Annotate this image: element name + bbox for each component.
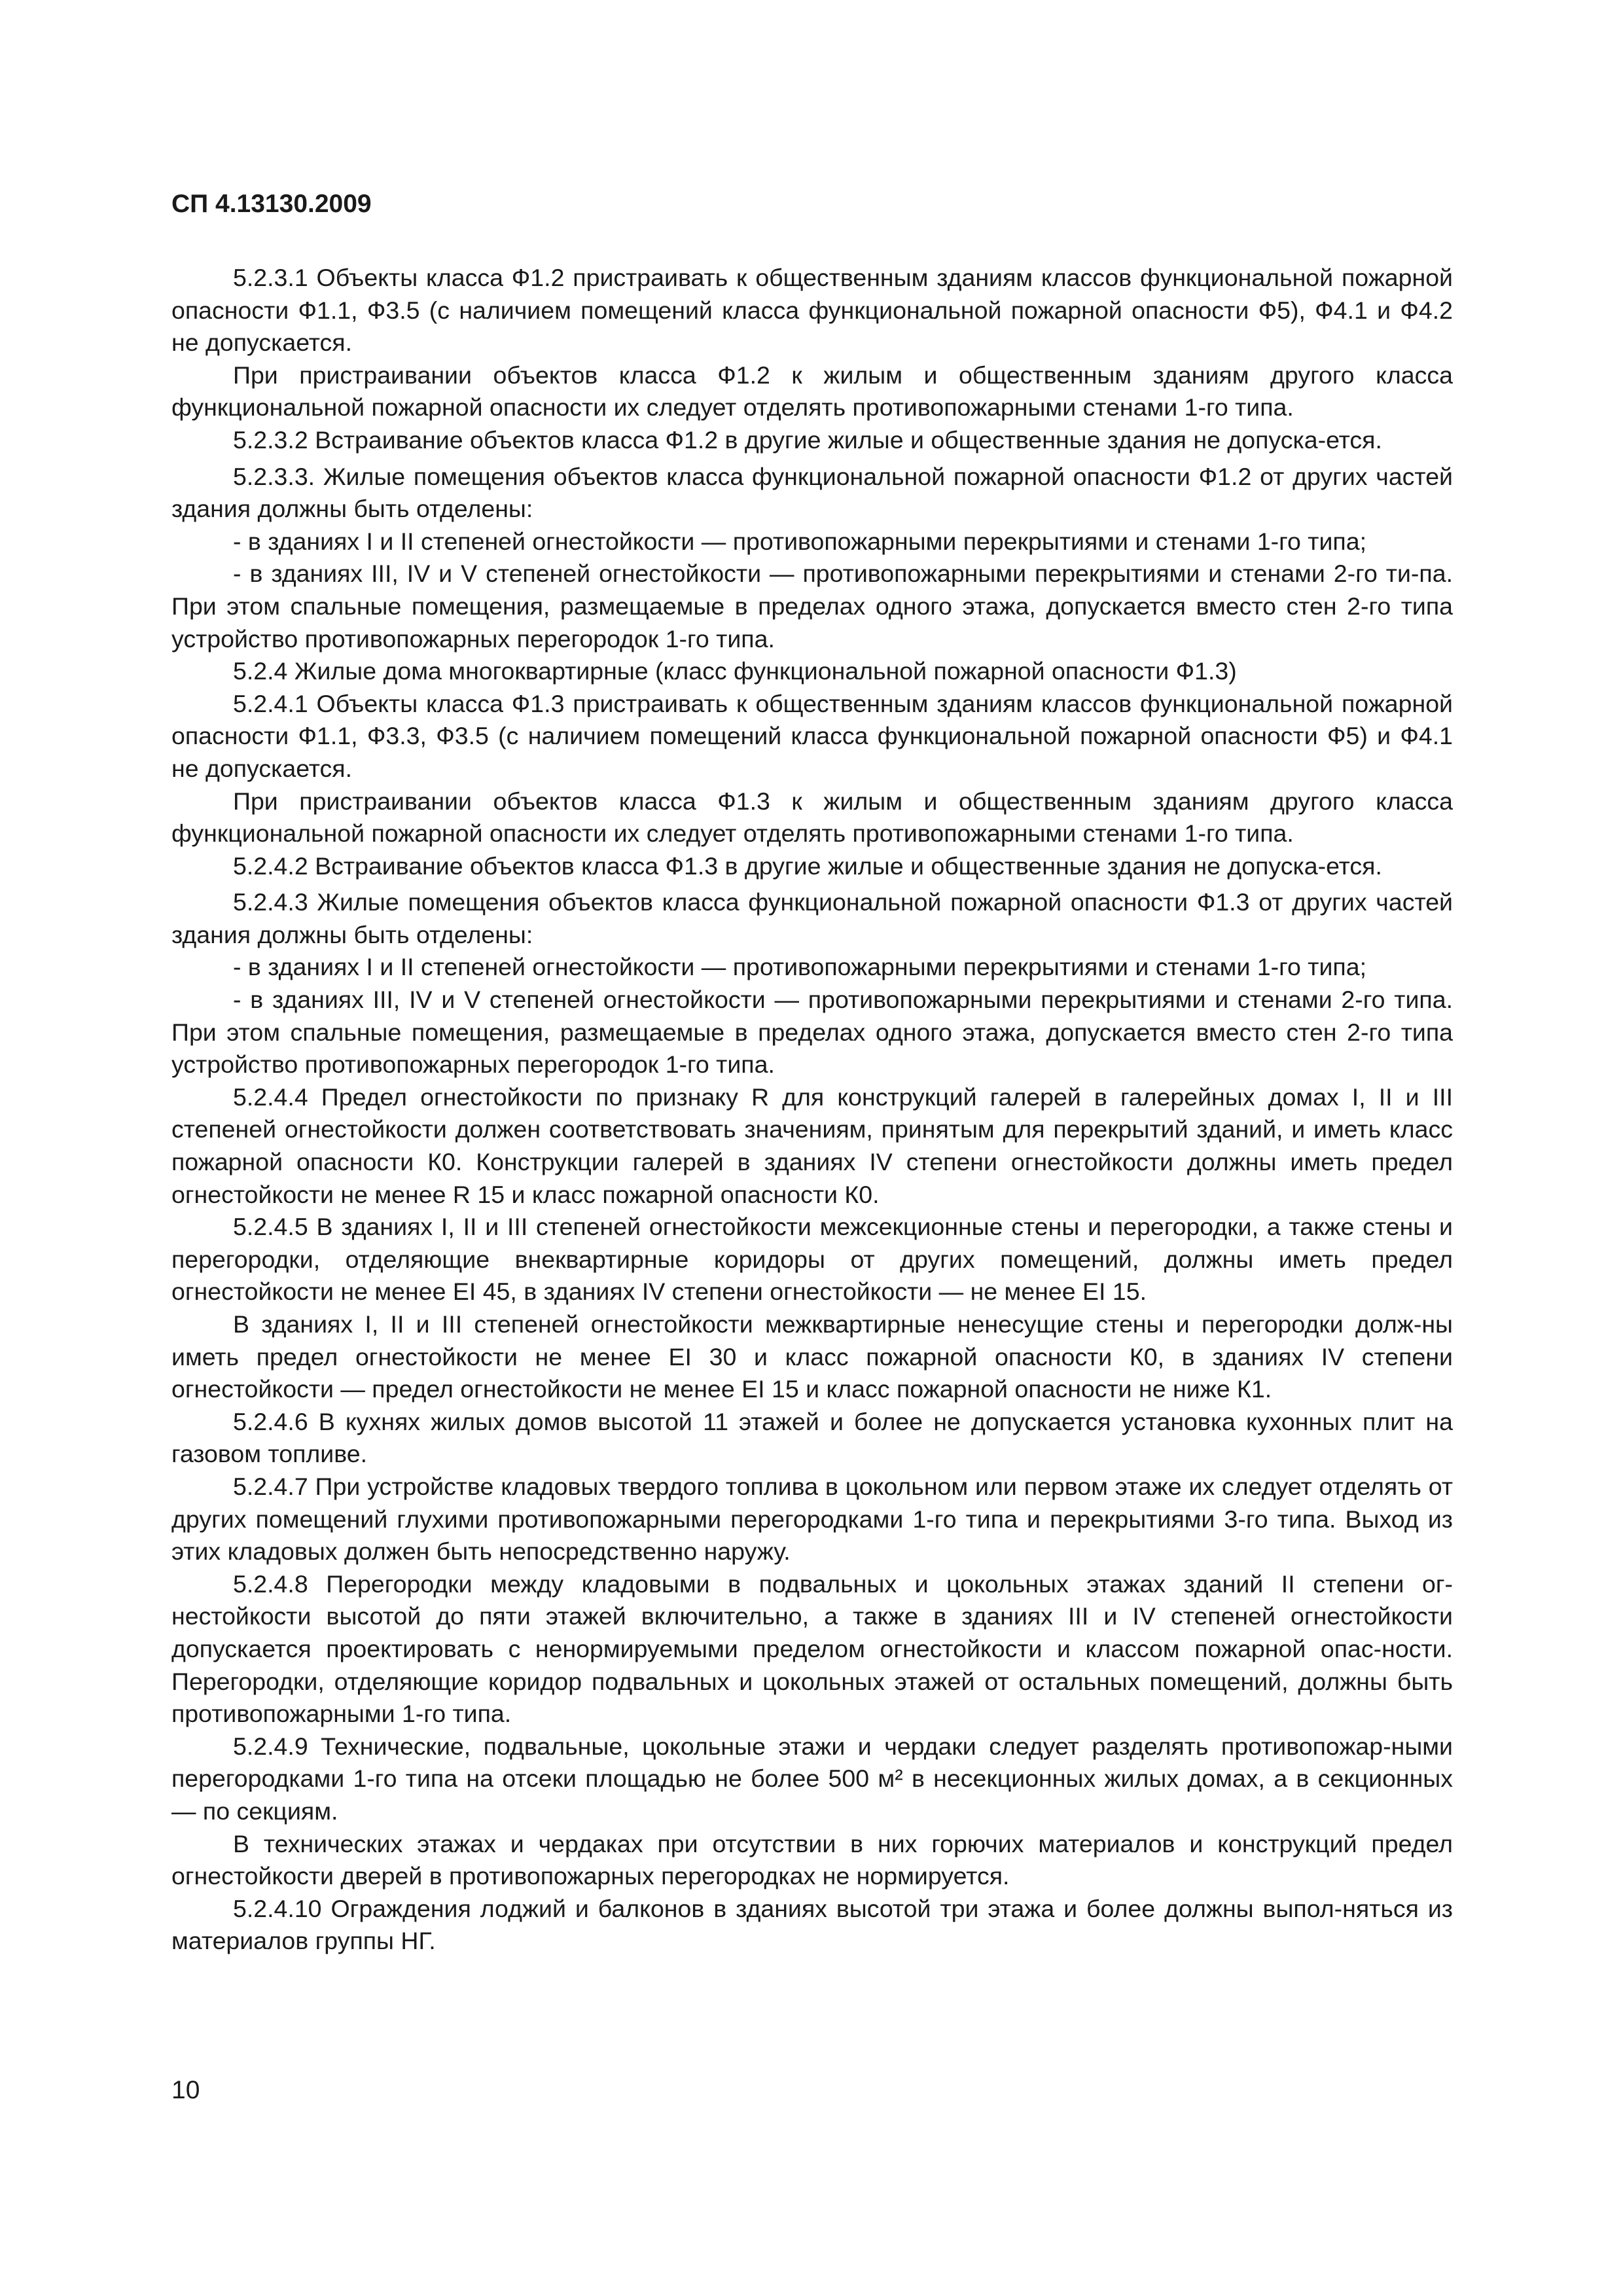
paragraph-5-2-4-10: 5.2.4.10 Ограждения лоджий и балконов в зданиях высотой три этажа и более должны выпол-няться из материалов группы НГ. — [171, 1894, 1453, 1955]
paragraph-5-2-4-8: 5.2.4.8 Перегородки между кладовыми в подвальных и цокольных этажах зданий II степени ог-нестойкости высотой до пяти этажей включительно, а также в зданиях III и IV степеней огнестойкости допускается проектировать с ненормируемыми пределом огнестойкости и классом пожарной опас-ности. Перегородки, отделяющие коридор подвальных и цокольных этажей от остальных помещений, должны быть противопожарными 1-го типа. — [171, 1570, 1453, 1728]
paragraph-5-2-4-1: 5.2.4.1 Объекты класса Ф1.3 пристраивать к общественным зданиям классов функциональной пожарной опасности Ф1.1, Ф3.3, Ф3.5 (с наличием помещений класса функциональной пожарной опасности Ф5) и Ф4.1 не допускается. — [171, 689, 1453, 782]
paragraph-f1-3-attachment: При пристраивании объектов класса Ф1.3 к жилым и общественным зданиям другого класса функциональной пожарной опасности их следует отделять противопожарными стенами 1-го типа. — [171, 787, 1453, 848]
paragraph-5-2-4-5: 5.2.4.5 В зданиях I, II и III степеней огнестойкости межсекционные стены и перегородки, а также стены и перегородки, отделяющие внеквартирные коридоры от других помещений, должны иметь предел огнестойкости не менее EI 45, в зданиях IV степени огнестойкости — не менее EI 15. — [171, 1213, 1453, 1306]
paragraph-5-2-3-2: 5.2.3.2 Встраивание объектов класса Ф1.2 в другие жилые и общественные здания не допуска-ется. — [233, 425, 1382, 454]
paragraph-5-2-3-1: 5.2.3.1 Объекты класса Ф1.2 пристраивать к общественным зданиям классов функциональной пожарной опасности Ф1.1, Ф3.5 (с наличием помещений класса функциональной пожарной опасности Ф5), Ф4.1 и Ф4.2 не допускается. — [171, 264, 1453, 357]
paragraph-5-2-4-2: 5.2.4.2 Встраивание объектов класса Ф1.3 в другие жилые и общественные здания не допуска-ется. — [233, 852, 1382, 880]
paragraph-5-2-4: 5.2.4 Жилые дома многоквартирные (класс функциональной пожарной опасности Ф1.3) — [233, 657, 1237, 685]
document-body — [171, 262, 1453, 1958]
page-number: 10 — [171, 2076, 200, 2104]
list-item-degrees-1-2: - в зданиях I и II степеней огнестойкости — противопожарными перекрытиями и стенами 1-го типа; — [233, 527, 1366, 555]
list-item-degrees-3-5: - в зданиях III, IV и V степеней огнестойкости — противопожарными перекрытиями и стенами 2-го ти-па. При этом спальные помещения, размещаемые в пределах одного этажа, допускается вместо стен 2-го типа устройство противопожарных перегородок 1-го типа. — [171, 560, 1453, 653]
paragraph-5-2-4-7: 5.2.4.7 При устройстве кладовых твердого топлива в цокольном или первом этаже их следует отделять от других помещений глухими противопожарными перегородками 1-го типа и перекрытиями 3-го типа. Выход из этих кладовых должен быть непосредственно наружу. — [171, 1472, 1453, 1566]
list-item-degrees-1-2-f1-3: - в зданиях I и II степеней огнестойкости — противопожарными перекрытиями и стенами 1-го типа; — [233, 953, 1366, 981]
paragraph-5-2-4-6: 5.2.4.6 В кухнях жилых домов высотой 11 этажей и более не допускается установка кухонных плит на газовом топливе. — [171, 1407, 1453, 1468]
paragraph-interapartment-walls: В зданиях I, II и III степеней огнестойкости межквартирные ненесущие стены и перегородки долж-ны иметь предел огнестойкости не менее EI 30 и класс пожарной опасности К0, в зданиях IV степени огнестойкости — предел огнестойкости не менее EI 15 и класс пожарной опасности не ниже К1. — [171, 1310, 1453, 1403]
paragraph-technical-floors: В технических этажах и чердаках при отсутствии в них горючих материалов и конструкций предел огнестойкости дверей в противопожарных перегородках не нормируется. — [171, 1829, 1453, 1890]
paragraph-5-2-4-9: 5.2.4.9 Технические, подвальные, цокольные этажи и чердаки следует разделять противопожар-ными перегородками 1-го типа на отсеки площадью не более 500 м² в несекционных жилых домах, а в секционных — по секциям. — [171, 1732, 1453, 1825]
list-item-degrees-3-5-f1-3: - в зданиях III, IV и V степеней огнестойкости — противопожарными перекрытиями и стенами 2-го типа. При этом спальные помещения, размещаемые в пределах одного этажа, допускается вместо стен 2-го типа устройство противопожарных перегородок 1-го типа. — [171, 986, 1453, 1079]
paragraph-f1-2-attachment: При пристраивании объектов класса Ф1.2 к жилым и общественным зданиям другого класса функциональной пожарной опасности их следует отделять противопожарными стенами 1-го типа. — [171, 361, 1453, 422]
document-code-header: СП 4.13130.2009 — [171, 190, 372, 218]
paragraph-5-2-3-3: 5.2.3.3. Жилые помещения объектов класса функциональной пожарной опасности Ф1.2 от других частей здания должны быть отделены: — [171, 462, 1453, 523]
paragraph-5-2-4-3: 5.2.4.3 Жилые помещения объектов класса функциональной пожарной опасности Ф1.3 от других частей здания должны быть отделены: — [171, 888, 1453, 948]
paragraph-5-2-4-4: 5.2.4.4 Предел огнестойкости по признаку R для конструкций галерей в галерейных домах I, II и III степеней огнестойкости должен соответствовать значениям, принятым для перекрытий зданий, и иметь класс пожарной опасности К0. Конструкции галерей в зданиях IV степени огнестойкости должны иметь предел огнестойкости не менее R 15 и класс пожарной опасности К0. — [171, 1083, 1453, 1208]
